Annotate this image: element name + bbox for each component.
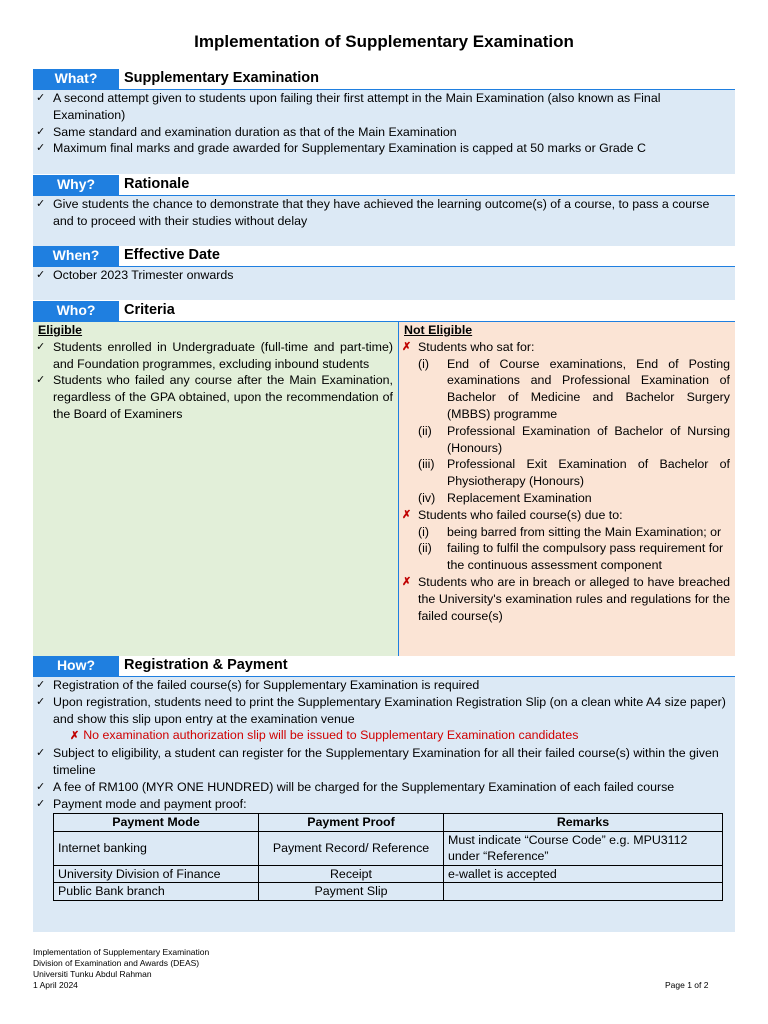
table-row (54, 865, 723, 883)
list-item: ✓ Registration of the failed course(s) for Supplementary Examination is required (36, 678, 480, 692)
list-item: ✓ Students enrolled in Undergraduate (full-time and part-time) and Foundation programmes, excluding inbound students (36, 339, 393, 371)
sub-list-item: (i) End of Course examinations, End of Posting examinations and Professional Examination of Bachelor of Medicine and Bachelor Surgery (MBBS) programme (418, 356, 730, 421)
list-item: ✓ Maximum final marks and grade awarded for Supplementary Examination is capped at 50 marks or Grade C (36, 141, 646, 156)
footer-line: Implementation of Supplementary Examination (33, 947, 210, 957)
section-who-title: Criteria (124, 302, 175, 318)
list-item: ✓ A second attempt given to students upon failing their first attempt in the Main Examination (also known as Final Examination) (36, 91, 661, 122)
check-icon: ✓ (36, 340, 46, 353)
sub-list-item: (ii) failing to fulfil the compulsory pass requirement for the continuous assessment component (418, 541, 724, 573)
section-why-tag: Why? (33, 175, 119, 195)
list-item: ✓ Upon registration, students need to print the Supplementary Examination Registration Slip (on a clean white A4 size paper) and show this slip upon entry at the examination venue (36, 694, 726, 726)
sub-list-item: (iii) Professional Exit Examination of Bachelor of Physiotherapy (Honours) (418, 457, 730, 489)
section-who-tag: Who? (33, 301, 119, 321)
section-when-body (33, 267, 735, 300)
warning-note: ✗ No examination authorization slip will be issued to Supplementary Examination candidates (70, 728, 579, 743)
section-how-title: Registration & Payment (124, 657, 288, 673)
table-cell: University Division of Finance (54, 865, 259, 883)
table-row (54, 883, 723, 901)
cross-icon: ✗ (70, 730, 80, 743)
check-icon: ✓ (36, 92, 46, 104)
sub-list-item: (i) being barred from sitting the Main Examination; or (418, 524, 722, 539)
eligible-heading: Eligible (38, 323, 83, 337)
cross-icon: ✗ (402, 575, 412, 588)
list-item: ✓ October 2023 Trimester onwards (36, 268, 234, 282)
list-item: ✓ A fee of RM100 (MYR ONE HUNDRED) will be charged for the Supplementary Examination of each failed course (36, 779, 675, 794)
section-why-title: Rationale (124, 176, 190, 192)
section-what-tag: What? (33, 69, 119, 89)
check-icon: ✓ (36, 269, 46, 281)
section-why-header (33, 175, 735, 196)
table-cell: e-wallet is accepted (444, 865, 723, 883)
page-title: Implementation of Supplementary Examination (194, 32, 574, 51)
cross-icon: ✗ (402, 508, 412, 521)
list-item: ✓ Students who failed any course after the Main Examination, regardless of the GPA obtained, upon the recommendation of the Board of Examiners (36, 373, 393, 421)
list-item: ✗ Students who are in breach or alleged to have breached the University's examination rules and regulations for the failed course(s) (402, 574, 730, 623)
column-header: Remarks (444, 814, 723, 832)
payment-table (53, 813, 723, 901)
list-item: ✓ Give students the chance to demonstrate that they have achieved the learning outcome(s) of a course, to pass a course and to proceed with their studies without delay (36, 197, 710, 228)
sub-list-item: (iv) Replacement Examination (418, 490, 592, 505)
footer-line: Division of Examination and Awards (DEAS) (33, 958, 200, 968)
list-item: ✗ Students who failed course(s) due to: (i) being barred from sitting the Main Examination; or (ii) failing to fulfil the compulsory pass requirement for the continuous assessment component (399, 507, 735, 574)
table-header-row (54, 814, 723, 832)
section-what-title: Supplementary Examination (124, 70, 319, 86)
section-when-tag: When? (33, 246, 119, 266)
table-row (54, 831, 723, 865)
footer-line: Universiti Tunku Abdul Rahman (33, 969, 152, 979)
eligible-column (33, 322, 399, 656)
section-how-tag: How? (33, 656, 119, 676)
table-cell: Must indicate “Course Code” e.g. MPU3112 under “Reference” (444, 831, 723, 865)
table-cell: Payment Slip (259, 883, 444, 901)
check-icon: ✓ (36, 797, 46, 810)
column-header: Payment Proof (259, 814, 444, 832)
cross-icon: ✗ (402, 340, 412, 353)
criteria-panel (33, 322, 735, 656)
footer-line: 1 April 2024 (33, 980, 78, 990)
check-icon: ✓ (36, 780, 46, 793)
table-cell: Internet banking (54, 831, 259, 865)
table-cell (444, 883, 723, 901)
check-icon: ✓ (36, 198, 46, 210)
section-how-header (33, 656, 735, 677)
section-when-header (33, 246, 735, 267)
check-icon: ✓ (36, 142, 46, 155)
table-cell: Receipt (259, 865, 444, 883)
page-number: Page 1 of 2 (665, 980, 709, 990)
footer (33, 947, 209, 991)
check-icon: ✓ (36, 374, 46, 387)
section-what-header (33, 69, 735, 90)
list-item: ✓ Same standard and examination duration as that of the Main Examination (36, 124, 457, 139)
list-item: ✗ Students who sat for: (i) End of Course examinations, End of Posting examinations and Professional Examination of Bachelor of Medicine and Bachelor Surgery (MBBS) programme (ii) Professional Examination of Bachelor of Nursing (Honours) (iii) Professional Exit Examination of Bachelor of Physiotherapy (Honours) (iv) Replacement Examination (402, 339, 730, 505)
column-header: Payment Mode (54, 814, 259, 832)
section-what-body (33, 90, 735, 174)
sub-list-item: (ii) Professional Examination of Bachelor of Nursing (Honours) (418, 423, 730, 455)
section-who-header (33, 301, 735, 322)
check-icon: ✓ (36, 747, 46, 760)
section-when-title: Effective Date (124, 247, 220, 263)
list-item: ✓ Subject to eligibility, a student can register for the Supplementary Examination for all their failed course(s) within the given timeline (36, 746, 719, 777)
list-item: ✓ Payment mode and payment proof: (36, 796, 247, 811)
not-eligible-column (399, 322, 735, 656)
check-icon: ✓ (36, 125, 46, 138)
not-eligible-heading: Not Eligible (404, 323, 473, 337)
table-cell: Payment Record/ Reference (259, 831, 444, 865)
check-icon: ✓ (36, 695, 46, 708)
check-icon: ✓ (36, 679, 46, 691)
table-cell: Public Bank branch (54, 883, 259, 901)
section-why-body (33, 196, 735, 246)
